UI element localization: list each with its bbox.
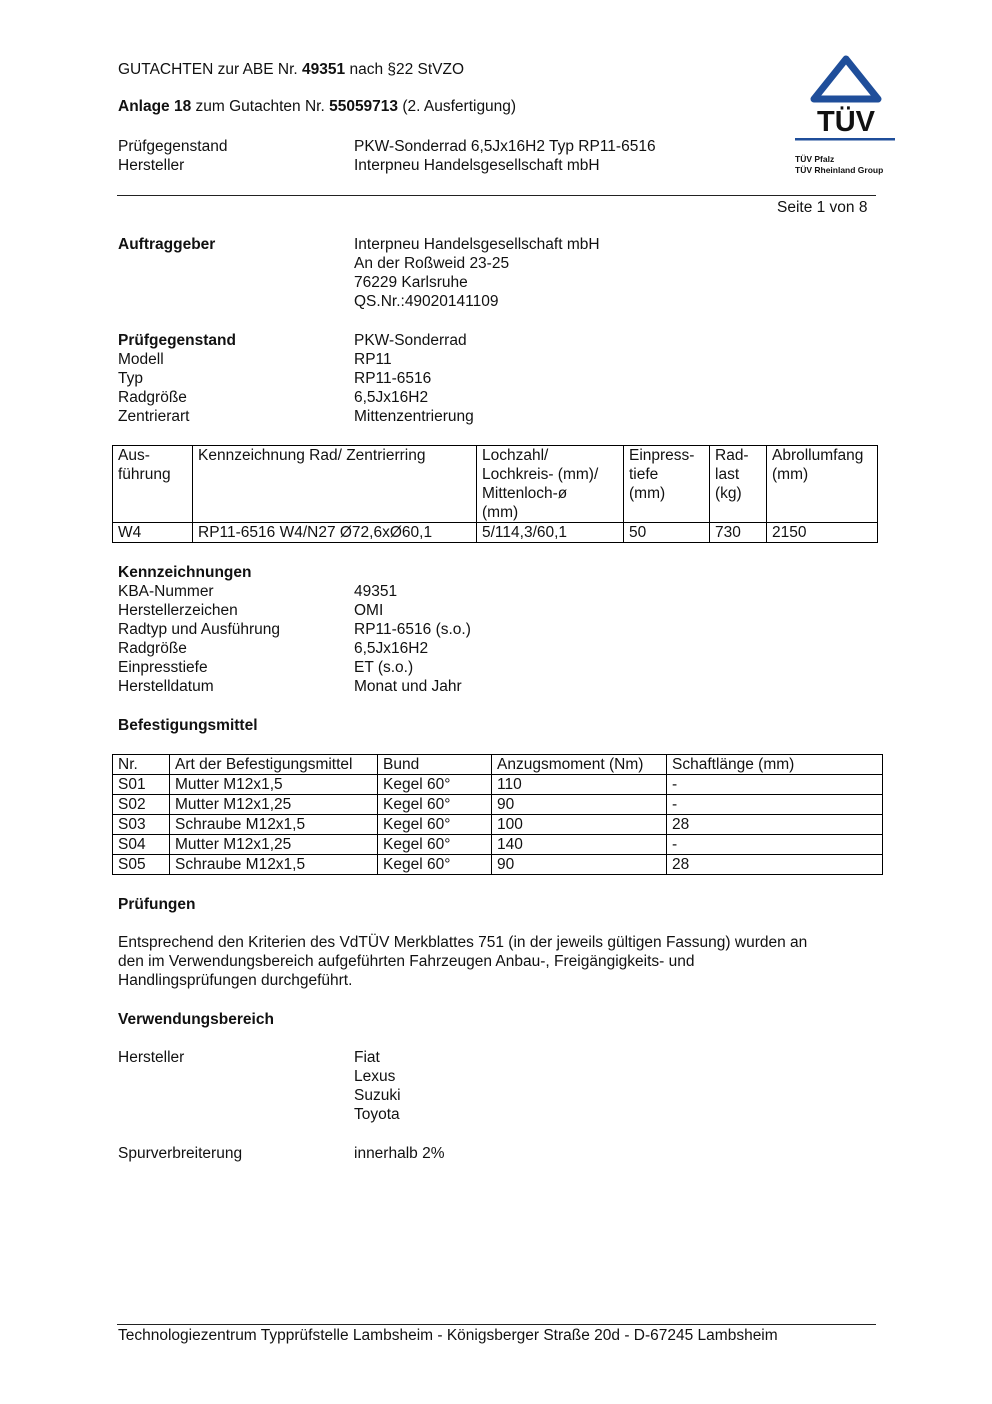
pruefungen-heading: Prüfungen	[118, 896, 196, 913]
attachment-line: Anlage 18 zum Gutachten Nr. 55059713 (2. Ausfertigung)	[118, 98, 517, 115]
table-cell: -	[667, 835, 883, 855]
footer-text: Technologiezentrum Typprüfstelle Lambsheim - Königsberger Straße 20d - D-67245 Lambsheim	[118, 1327, 778, 1344]
table-cell: 140	[492, 835, 667, 855]
list-item: Toyota	[354, 1106, 400, 1123]
field-value: OMI	[354, 602, 384, 619]
field-label: Radgröße	[118, 640, 187, 657]
table-cell: 28	[667, 855, 883, 875]
field-value: RP11-6516 (s.o.)	[354, 621, 471, 638]
header-divider	[117, 195, 876, 196]
table-cell: Schraube M12x1,5	[170, 815, 378, 835]
table-cell: W4	[113, 523, 193, 543]
header-pruef-value: PKW-Sonderrad 6,5Jx16H2 Typ RP11-6516	[354, 138, 656, 155]
table-row	[113, 815, 883, 835]
field-value: 49351	[354, 583, 398, 600]
page-number: Seite 1 von 8	[777, 199, 868, 216]
kennzeichnungen-labels	[118, 563, 280, 696]
address-line: QS.Nr.:49020141109	[354, 293, 499, 310]
field-label: Radgröße	[118, 389, 187, 406]
table-cell: Mutter M12x1,5	[170, 775, 378, 795]
field-value: RP11-6516	[354, 370, 432, 387]
table-header-cell: Abrollumfang (mm)	[767, 446, 878, 523]
header-pruef-label: Prüfgegenstand	[118, 138, 228, 155]
tuev-logo	[794, 55, 898, 177]
befestigung-table	[112, 754, 883, 875]
field-value: 6,5Jx16H2	[354, 640, 429, 657]
table-cell: RP11-6516 W4/N27 Ø72,6xØ60,1	[193, 523, 477, 543]
table-cell: 730	[710, 523, 767, 543]
table-row	[113, 775, 883, 795]
table-cell: 100	[492, 815, 667, 835]
verwendung-hersteller-label: Hersteller	[118, 1049, 185, 1066]
table-header-row	[113, 755, 883, 775]
field-value: PKW-Sonderrad	[354, 332, 467, 349]
table-cell: S02	[113, 795, 170, 815]
list-item: Suzuki	[354, 1087, 401, 1104]
list-item: Fiat	[354, 1049, 380, 1066]
tuev-logo-sub2: TÜV Rheinland Group	[795, 165, 884, 175]
address-line: 76229 Karlsruhe	[354, 274, 468, 291]
table-cell: Mutter M12x1,25	[170, 835, 378, 855]
field-label: Typ	[118, 370, 143, 387]
field-label: KBA-Nummer	[118, 583, 214, 600]
table-header-cell: Schaftlänge (mm)	[667, 755, 883, 775]
table-cell: Mutter M12x1,25	[170, 795, 378, 815]
table-cell: 5/114,3/60,1	[477, 523, 624, 543]
address-line: An der Roßweid 23-25	[354, 255, 510, 272]
table-cell: Schraube M12x1,5	[170, 855, 378, 875]
pruefgegenstand-labels	[118, 331, 236, 426]
table-cell: S05	[113, 855, 170, 875]
tuev-logo-text: TÜV	[817, 106, 875, 138]
table-row	[113, 855, 883, 875]
field-label: Herstellerzeichen	[118, 602, 238, 619]
table-row	[113, 835, 883, 855]
field-value: RP11	[354, 351, 392, 368]
table-header-cell: Bund	[378, 755, 492, 775]
befestigung-heading: Befestigungsmittel	[118, 717, 258, 734]
field-label: Herstelldatum	[118, 678, 214, 695]
table-header-cell: Anzugsmoment (Nm)	[492, 755, 667, 775]
field-label: Einpresstiefe	[118, 659, 208, 676]
field-label: Modell	[118, 351, 164, 368]
verwendungsbereich-heading: Verwendungsbereich	[118, 1011, 274, 1028]
table-cell: 110	[492, 775, 667, 795]
table-cell: Kegel 60°	[378, 835, 492, 855]
table-cell: 2150	[767, 523, 878, 543]
table-row	[113, 795, 883, 815]
field-label: Radtyp und Ausführung	[118, 621, 281, 638]
field-value: Monat und Jahr	[354, 678, 462, 695]
tuev-logo-sub1: TÜV Pfalz	[795, 154, 835, 164]
verwendung-hersteller-list	[354, 1048, 401, 1124]
field-value: ET (s.o.)	[354, 659, 414, 676]
table-cell: -	[667, 795, 883, 815]
spurverbreiterung-label: Spurverbreiterung	[118, 1145, 243, 1162]
kennzeichnungen-values	[354, 582, 471, 696]
table-cell: S03	[113, 815, 170, 835]
table-header-row	[113, 446, 878, 523]
rad-table	[112, 445, 878, 543]
table-header-cell: Rad- last (kg)	[710, 446, 767, 523]
section-heading: Kennzeichnungen	[118, 564, 252, 581]
pruefungen-paragraph	[118, 933, 807, 990]
header-hersteller-value: Interpneu Handelsgesellschaft mbH	[354, 157, 600, 174]
paragraph-line: den im Verwendungsbereich aufgeführten Fahrzeugen Anbau-, Freigängigkeits- und	[118, 953, 695, 970]
table-header-cell: Aus- führung	[113, 446, 193, 523]
table-cell: -	[667, 775, 883, 795]
table-header-cell: Art der Befestigungsmittel	[170, 755, 378, 775]
auftraggeber-address	[354, 235, 600, 311]
spurverbreiterung-value: innerhalb 2%	[354, 1145, 445, 1162]
table-cell: Kegel 60°	[378, 855, 492, 875]
list-item: Lexus	[354, 1068, 396, 1085]
paragraph-line: Entsprechend den Kriterien des VdTÜV Merkblattes 751 (in der jeweils gültigen Fassung) wurden an	[118, 934, 808, 951]
table-header-cell: Nr.	[113, 755, 170, 775]
table-header-cell: Einpress- tiefe (mm)	[624, 446, 710, 523]
auftraggeber-label: Auftraggeber	[118, 236, 216, 253]
table-header-cell: Lochzahl/ Lochkreis- (mm)/ Mittenloch-ø (mm)	[477, 446, 624, 523]
field-value: Mittenzentrierung	[354, 408, 474, 425]
table-row	[113, 523, 878, 543]
table-cell: Kegel 60°	[378, 775, 492, 795]
paragraph-line: Handlingsprüfungen durchgeführt.	[118, 972, 353, 989]
table-cell: 50	[624, 523, 710, 543]
document-title: GUTACHTEN zur ABE Nr. 49351 nach §22 StVZO	[118, 61, 465, 78]
header-hersteller-label: Hersteller	[118, 157, 185, 174]
field-label: Zentrierart	[118, 408, 190, 425]
pruefgegenstand-values	[354, 331, 474, 426]
table-cell: 28	[667, 815, 883, 835]
table-cell: Kegel 60°	[378, 795, 492, 815]
field-value: 6,5Jx16H2	[354, 389, 429, 406]
table-cell: S01	[113, 775, 170, 795]
table-cell: 90	[492, 795, 667, 815]
section-heading: Prüfgegenstand	[118, 332, 236, 349]
address-line: Interpneu Handelsgesellschaft mbH	[354, 236, 600, 253]
tuev-triangle-icon	[794, 55, 898, 177]
footer-divider	[117, 1324, 876, 1325]
table-cell: 90	[492, 855, 667, 875]
table-cell: S04	[113, 835, 170, 855]
table-header-cell: Kennzeichnung Rad/ Zentrierring	[193, 446, 477, 523]
table-cell: Kegel 60°	[378, 815, 492, 835]
